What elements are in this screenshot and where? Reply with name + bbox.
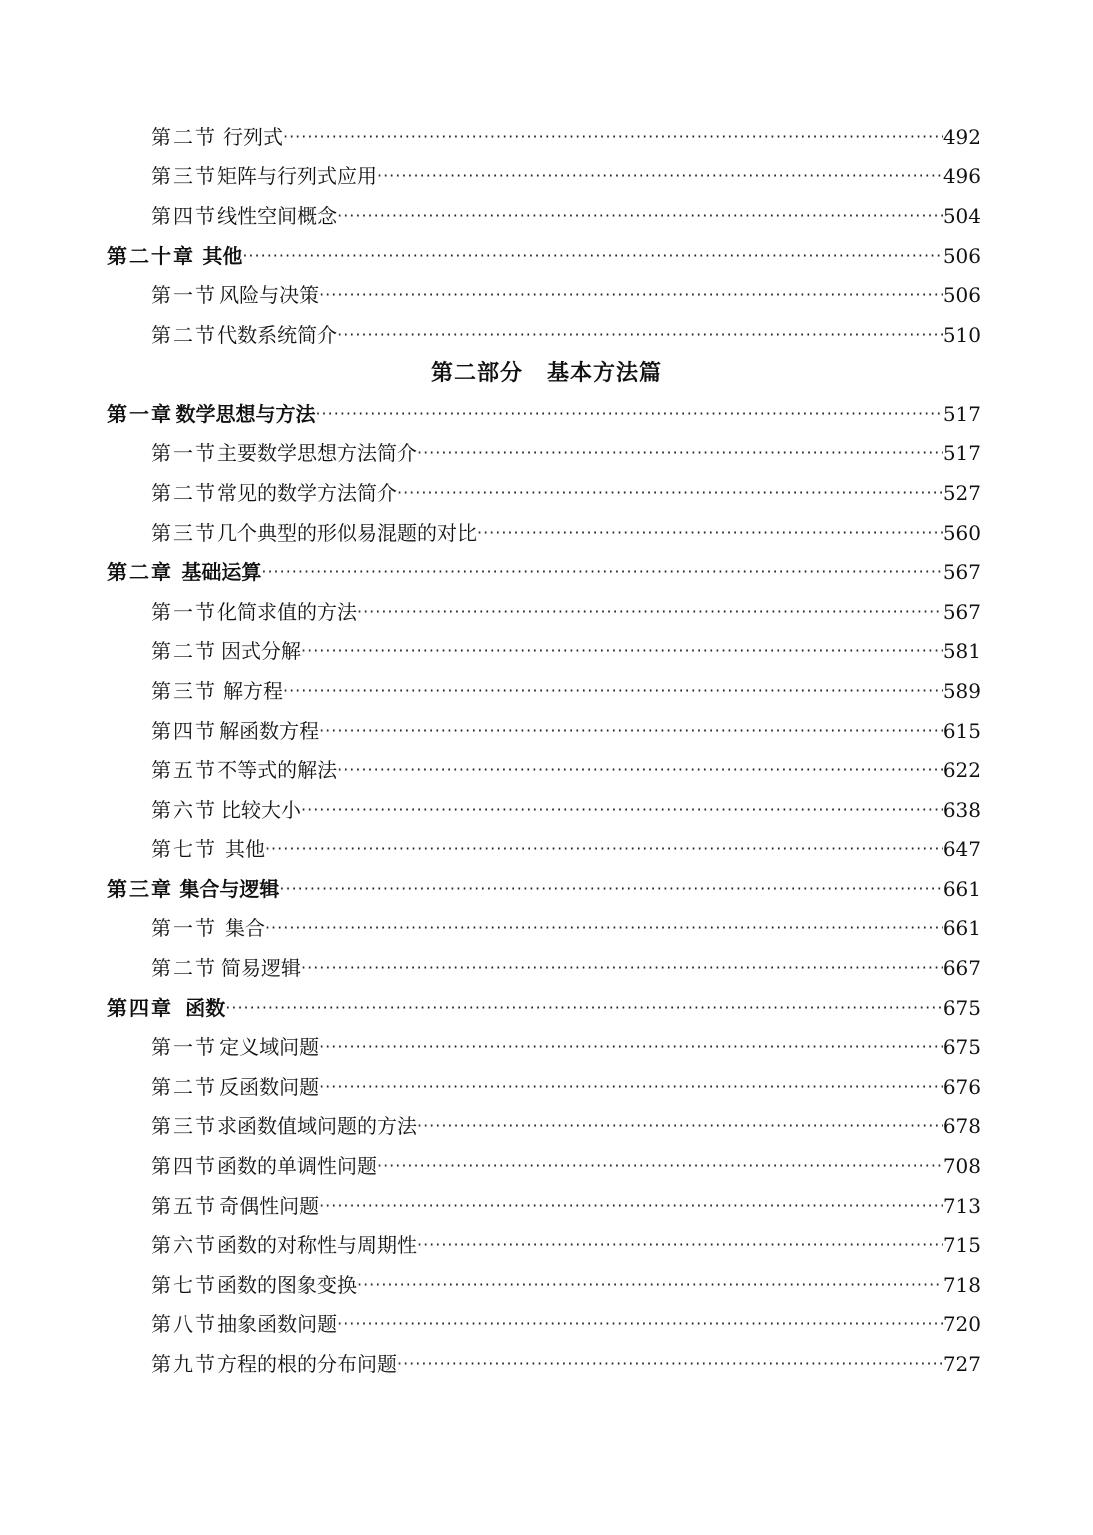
page-number: 567	[942, 560, 981, 584]
dot-leader	[225, 993, 943, 1023]
page-number: 517	[942, 441, 981, 465]
dot-leader	[319, 1072, 943, 1102]
dot-leader	[337, 201, 943, 231]
toc-entry-section[interactable]	[151, 1151, 981, 1181]
page-number: 727	[942, 1352, 981, 1376]
section-number: 第六节	[151, 1233, 217, 1257]
section-title: 简易逻辑	[221, 956, 302, 980]
toc-entry-section[interactable]	[151, 518, 981, 548]
section-number: 第四节	[151, 1154, 217, 1178]
toc-entry-chapter[interactable]	[107, 241, 981, 271]
chapter-title: 函数	[185, 996, 226, 1020]
section-number: 第七节	[151, 1273, 217, 1297]
chapter-number: 第一章	[107, 402, 173, 426]
dot-leader	[301, 795, 943, 825]
dot-leader	[319, 1032, 943, 1062]
page-number: 676	[942, 1075, 981, 1099]
toc-entry-section[interactable]	[151, 1309, 981, 1339]
section-title: 几个典型的形似易混题的对比	[217, 521, 477, 545]
dot-leader	[377, 161, 943, 191]
page-number: 506	[942, 283, 981, 307]
part-label: 第二部分	[430, 361, 523, 386]
chapter-number: 第三章	[107, 877, 173, 901]
toc-entry-section[interactable]	[151, 201, 981, 231]
page-number: 567	[942, 600, 981, 624]
toc-entry-section[interactable]	[151, 161, 981, 191]
section-number: 第六节	[151, 798, 217, 822]
section-title: 求函数值域问题的方法	[217, 1114, 417, 1138]
section-title: 矩阵与行列式应用	[217, 164, 377, 188]
page-number: 708	[942, 1154, 981, 1178]
section-title: 函数的图象变换	[217, 1273, 357, 1297]
page-number: 615	[942, 719, 981, 743]
page-number: 720	[942, 1312, 981, 1336]
section-title: 抽象函数问题	[217, 1312, 338, 1336]
dot-leader	[417, 1111, 943, 1141]
dot-leader	[265, 913, 943, 943]
chapter-number: 第四章	[107, 996, 173, 1020]
section-title: 解方程	[223, 679, 283, 703]
chapter-number: 第二章	[107, 560, 173, 584]
page-number: 713	[942, 1194, 981, 1218]
page-number: 661	[942, 877, 981, 901]
page-number: 667	[942, 956, 981, 980]
toc-entry-section[interactable]	[151, 1349, 981, 1379]
section-number: 第一节	[151, 600, 217, 624]
section-number: 第一节	[151, 441, 217, 465]
toc-entry-section[interactable]	[151, 755, 981, 785]
toc-entry-section[interactable]	[151, 280, 981, 310]
toc-entry-chapter[interactable]	[107, 557, 981, 587]
dot-leader	[377, 1151, 943, 1181]
section-title: 反函数问题	[219, 1075, 320, 1099]
dot-leader	[265, 834, 943, 864]
part-heading	[0, 357, 1093, 391]
dot-leader	[319, 1191, 943, 1221]
section-title: 函数的单调性问题	[217, 1154, 377, 1178]
dot-leader	[283, 122, 943, 152]
section-number: 第三节	[151, 521, 217, 545]
page-number: 675	[942, 996, 981, 1020]
toc-entry-section[interactable]	[151, 597, 981, 627]
section-number: 第三节	[151, 679, 217, 703]
dot-leader	[279, 874, 942, 904]
page-number: 492	[942, 125, 981, 149]
chapter-number: 第二十章	[107, 244, 195, 268]
section-number: 第二节	[151, 481, 217, 505]
section-title: 风险与决策	[219, 283, 320, 307]
toc-entry-section[interactable]	[151, 1111, 981, 1141]
dot-leader	[397, 478, 943, 508]
toc-entry-section[interactable]	[151, 795, 981, 825]
chapter-title: 数学思想与方法	[175, 402, 316, 426]
section-title: 奇偶性问题	[219, 1194, 320, 1218]
toc-entry-section[interactable]	[151, 716, 981, 746]
toc-entry-section[interactable]	[151, 1072, 981, 1102]
page-number: 715	[942, 1233, 981, 1257]
page-number: 661	[942, 916, 981, 940]
section-title: 定义域问题	[219, 1035, 320, 1059]
toc-entry-section[interactable]	[151, 1230, 981, 1260]
page-number: 678	[942, 1114, 981, 1138]
part-title: 基本方法篇	[547, 361, 663, 386]
chapter-title: 集合与逻辑	[179, 877, 280, 901]
dot-leader	[301, 953, 943, 983]
page-number: 589	[942, 679, 981, 703]
page-number: 560	[942, 521, 981, 545]
section-title: 因式分解	[221, 639, 302, 663]
page-number: 622	[942, 758, 981, 782]
dot-leader	[417, 438, 943, 468]
dot-leader	[337, 755, 943, 785]
page-number: 581	[942, 639, 981, 663]
toc-entry-section[interactable]	[151, 1270, 981, 1300]
section-number: 第二节	[151, 1075, 217, 1099]
page-number: 638	[942, 798, 981, 822]
section-number: 第九节	[151, 1352, 217, 1376]
section-title: 函数的对称性与周期性	[217, 1233, 417, 1257]
toc-entry-section[interactable]	[151, 953, 981, 983]
toc-entry-section[interactable]	[151, 676, 981, 706]
dot-leader	[477, 518, 943, 548]
toc-entry-section[interactable]	[151, 478, 981, 508]
section-title: 不等式的解法	[217, 758, 338, 782]
toc-entry-chapter[interactable]	[107, 993, 981, 1023]
section-number: 第二节	[151, 125, 217, 149]
section-title: 代数系统简介	[217, 323, 338, 347]
section-number: 第一节	[151, 283, 217, 307]
dot-leader	[283, 676, 943, 706]
section-title: 方程的根的分布问题	[217, 1352, 397, 1376]
section-number: 第五节	[151, 1194, 217, 1218]
toc-entry-section[interactable]	[151, 1032, 981, 1062]
page-number: 496	[942, 164, 981, 188]
page-number: 675	[942, 1035, 981, 1059]
section-title: 线性空间概念	[217, 204, 338, 228]
dot-leader	[242, 241, 942, 271]
chapter-title: 基础运算	[181, 560, 262, 584]
dot-leader	[301, 636, 943, 666]
section-number: 第二节	[151, 639, 217, 663]
section-title: 行列式	[223, 125, 283, 149]
dot-leader	[319, 280, 943, 310]
dot-leader	[337, 320, 943, 350]
section-number: 第二节	[151, 323, 217, 347]
dot-leader	[319, 716, 943, 746]
toc-entry-section[interactable]	[151, 913, 981, 943]
section-title: 比较大小	[221, 798, 302, 822]
section-title: 常见的数学方法简介	[217, 481, 397, 505]
section-number: 第五节	[151, 758, 217, 782]
toc-entry-section[interactable]	[151, 1191, 981, 1221]
toc-entry-section[interactable]	[151, 834, 981, 864]
dot-leader	[357, 1270, 943, 1300]
chapter-title: 其他	[202, 244, 243, 268]
page-number: 504	[942, 204, 981, 228]
section-number: 第四节	[151, 719, 217, 743]
section-number: 第七节	[151, 837, 217, 861]
dot-leader	[261, 557, 942, 587]
toc-entry-chapter[interactable]	[107, 399, 981, 429]
section-number: 第一节	[151, 916, 217, 940]
page-number: 718	[942, 1273, 981, 1297]
section-number: 第三节	[151, 164, 217, 188]
dot-leader	[357, 597, 943, 627]
toc-entry-section[interactable]	[151, 438, 981, 468]
section-number: 第八节	[151, 1312, 217, 1336]
section-title: 其他	[224, 837, 265, 861]
toc-entry-section[interactable]	[151, 320, 981, 350]
section-number: 第二节	[151, 956, 217, 980]
section-title: 集合	[224, 916, 265, 940]
dot-leader	[417, 1230, 943, 1260]
toc-entry-section[interactable]	[151, 636, 981, 666]
dot-leader	[315, 399, 942, 429]
section-title: 化简求值的方法	[217, 600, 357, 624]
dot-leader	[337, 1309, 943, 1339]
toc-entry-section[interactable]	[151, 122, 981, 152]
page-number: 647	[942, 837, 981, 861]
section-title: 解函数方程	[219, 719, 320, 743]
page-number: 510	[942, 323, 981, 347]
dot-leader	[397, 1349, 943, 1379]
section-number: 第四节	[151, 204, 217, 228]
toc-entry-chapter[interactable]	[107, 874, 981, 904]
page-number: 506	[942, 244, 981, 268]
section-number: 第三节	[151, 1114, 217, 1138]
section-title: 主要数学思想方法简介	[217, 441, 417, 465]
section-number: 第一节	[151, 1035, 217, 1059]
page-number: 527	[942, 481, 981, 505]
page-number: 517	[942, 402, 981, 426]
